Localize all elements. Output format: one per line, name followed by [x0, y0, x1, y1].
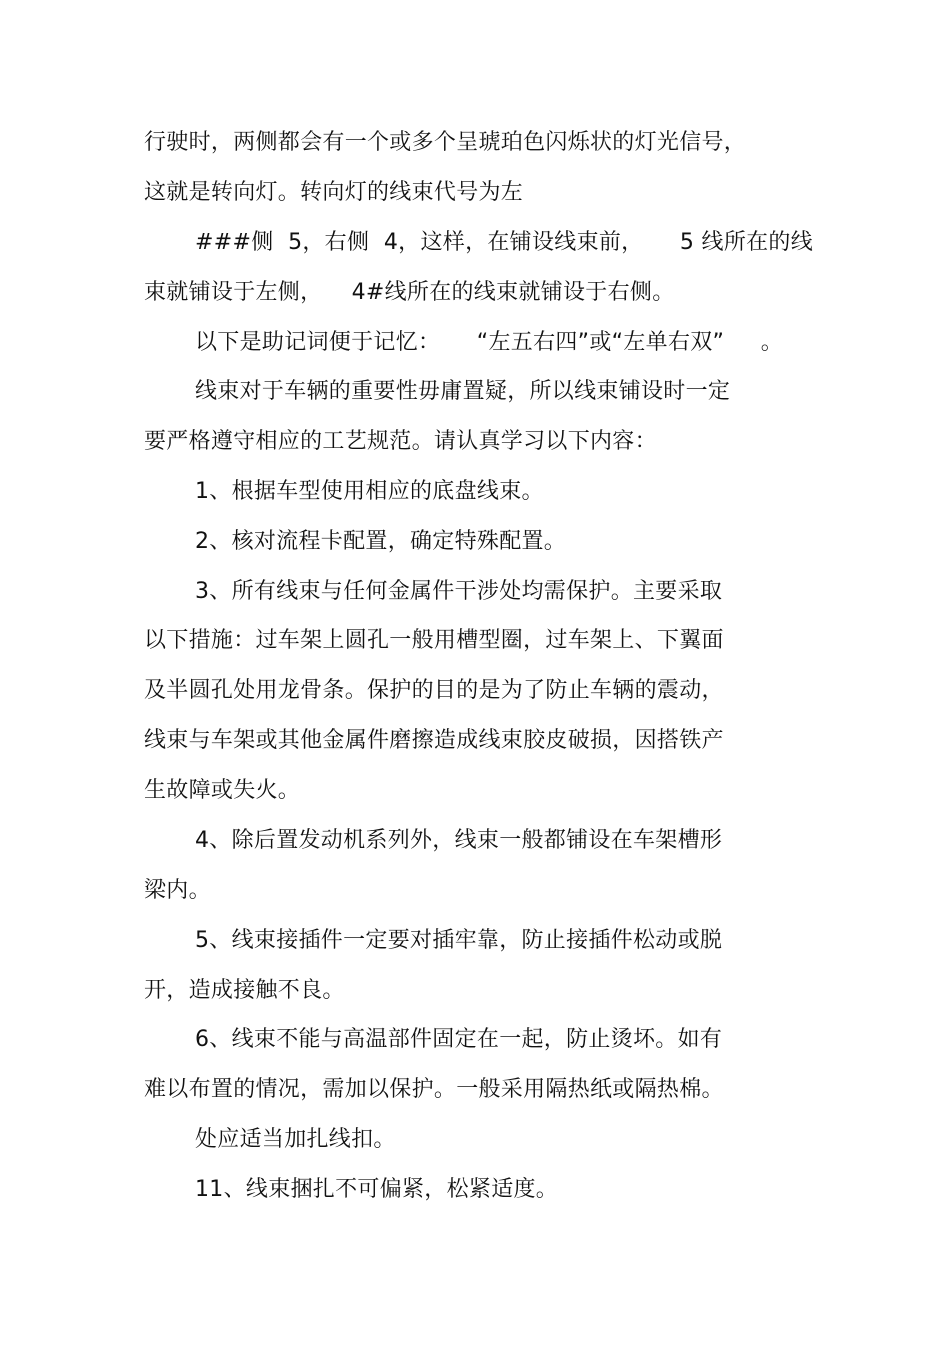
text-line-13: 线束与车架或其他金属件磨擦造成线束胶皮破损，因搭铁产 — [144, 728, 724, 753]
text-line-19: 6、线束不能与高温部件固定在一起，防止烫坏。如有 — [195, 1027, 723, 1052]
text-line-21: 处应适当加扎线扣。 — [195, 1127, 396, 1152]
text-line-15: 4、除后置发动机系列外，线束一般都铺设在车架槽形 — [195, 828, 723, 853]
text-line-10: 3、所有线束与任何金属件干涉处均需保护。主要采取 — [195, 579, 723, 604]
text-line-2: 这就是转向灯。转向灯的线束代号为左 — [144, 180, 524, 205]
text-line-22: 11、线束捆扎不可偏紧，松紧适度。 — [195, 1177, 559, 1202]
text-line-20: 难以布置的情况，需加以保护。一般采用隔热纸或隔热棉。 — [144, 1077, 724, 1102]
text-line-5: 以下是助记词便于记忆： “左五右四”或“左单右双” 。 — [195, 330, 784, 355]
text-line-8: 1、根据车型使用相应的底盘线束。 — [195, 479, 544, 504]
text-line-18: 开，造成接触不良。 — [144, 978, 345, 1003]
text-line-16: 梁内。 — [144, 878, 211, 903]
text-line-14: 生故障或失火。 — [144, 778, 301, 803]
text-line-17: 5、线束接插件一定要对插牢靠，防止接插件松动或脱 — [195, 928, 723, 953]
text-line-7: 要严格遵守相应的工艺规范。请认真学习以下内容： — [144, 429, 657, 454]
text-line-9: 2、核对流程卡配置，确定特殊配置。 — [195, 529, 567, 554]
text-line-3: ###侧 5，右侧 4，这样，在铺设线束前， 5 线所在的线 — [195, 230, 814, 255]
text-line-6: 线束对于车辆的重要性毋庸置疑，所以线束铺设时一定 — [195, 379, 731, 404]
text-line-11: 以下措施：过车架上圆孔一般用槽型圈，过车架上、下翼面 — [144, 628, 724, 653]
text-line-1: 行驶时，两侧都会有一个或多个呈琥珀色闪烁状的灯光信号， — [144, 130, 747, 155]
text-line-4: 束就铺设于左侧， 4#线所在的线束就铺设于右侧。 — [144, 280, 675, 305]
text-line-12: 及半圆孔处用龙骨条。保护的目的是为了防止车辆的震动， — [144, 678, 724, 703]
